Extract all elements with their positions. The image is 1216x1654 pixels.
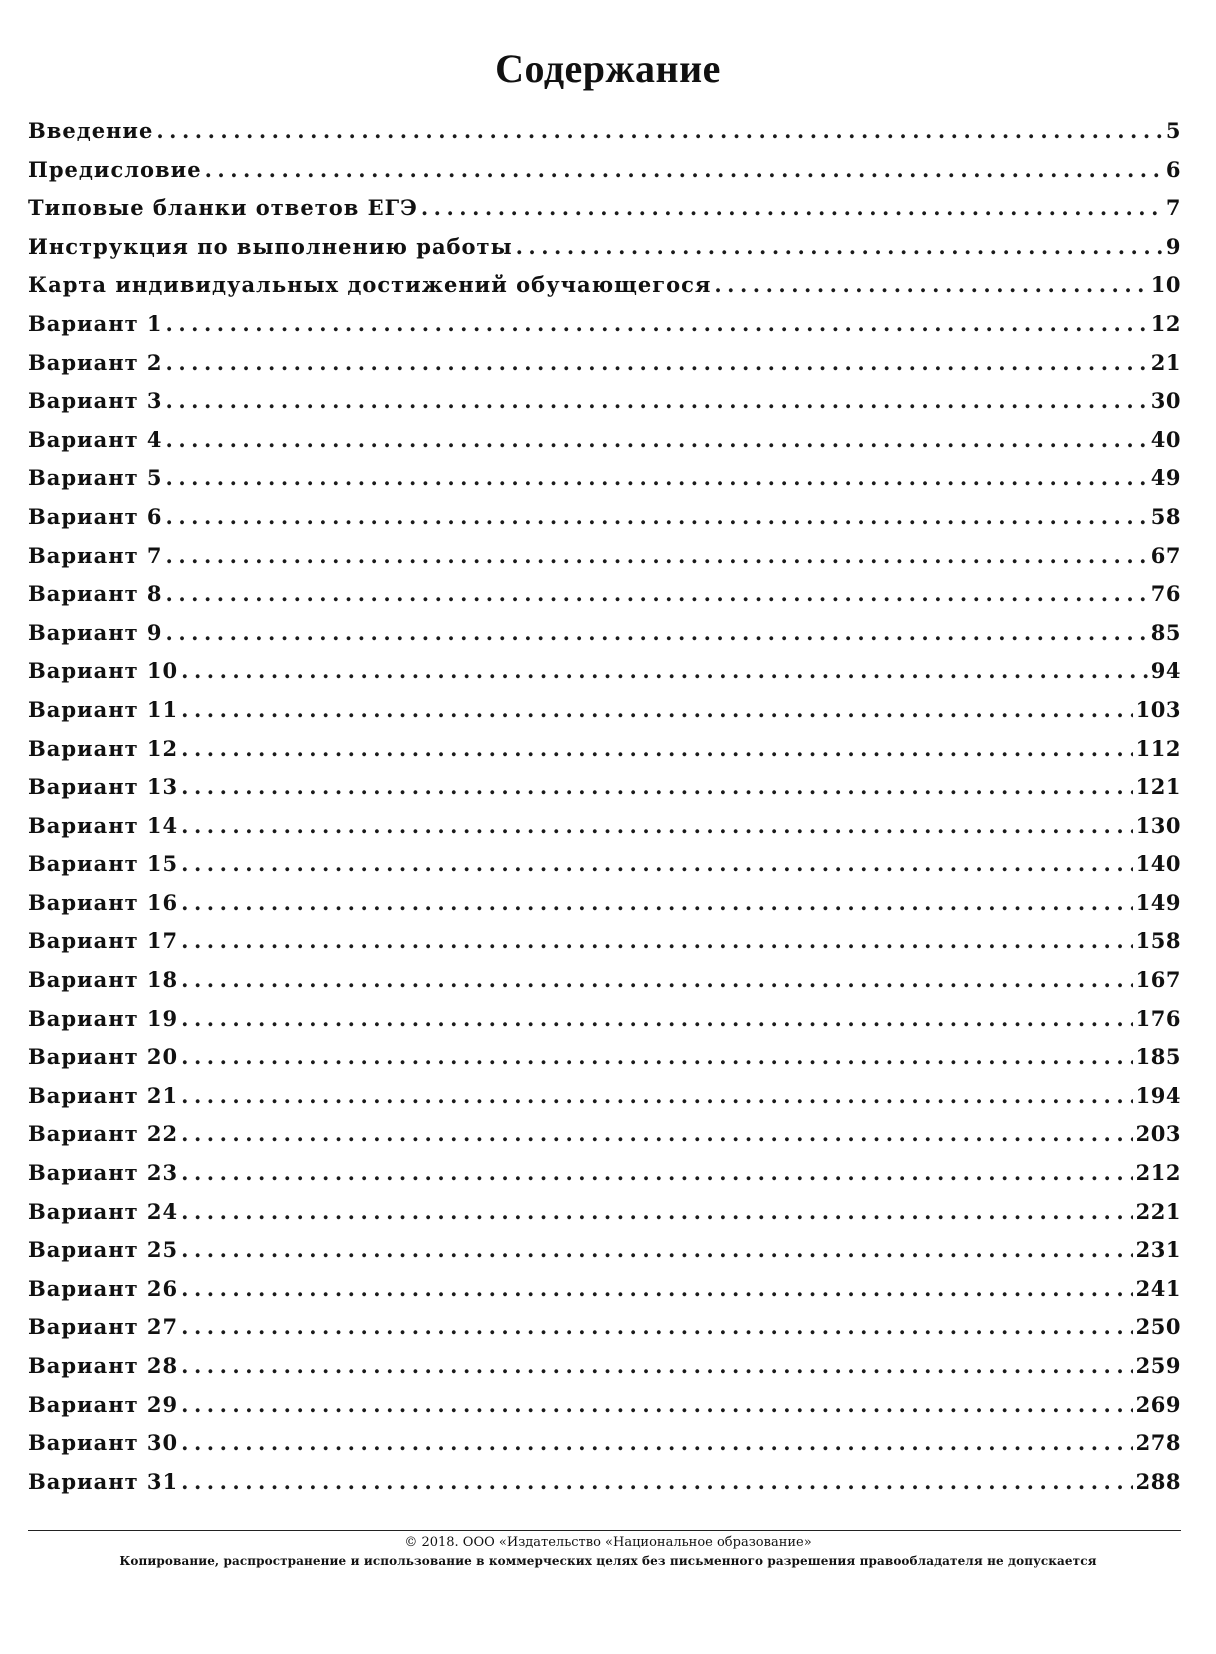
toc-entry-17[interactable] (28, 730, 1181, 769)
toc-dot-leader (166, 614, 1148, 653)
toc-entry-label: Карта индивидуальных достижений обучающегося (28, 272, 712, 298)
toc-dot-leader (181, 884, 1133, 923)
toc-entry-5[interactable] (28, 266, 1181, 305)
toc-entry-label: Вариант 24 (28, 1198, 179, 1224)
toc-entry-label: Вариант 30 (28, 1430, 179, 1456)
toc-entry-label: Вариант 9 (28, 619, 163, 645)
toc-dot-leader (166, 498, 1148, 537)
toc-entry-page-number: 167 (1135, 967, 1181, 993)
toc-entry-page-number: 259 (1135, 1353, 1181, 1378)
toc-entry-14[interactable] (28, 614, 1181, 653)
toc-entry-page-number: 203 (1135, 1121, 1181, 1147)
toc-entry-label: Вариант 17 (28, 928, 179, 954)
toc-dot-leader (181, 807, 1133, 846)
toc-entry-label: Вариант 26 (28, 1275, 179, 1301)
toc-entry-25[interactable] (28, 1038, 1181, 1077)
toc-entry-label: Вариант 18 (28, 967, 179, 993)
toc-entry-page-number: 67 (1150, 542, 1181, 568)
toc-entry-4[interactable] (28, 228, 1181, 267)
toc-entry-label: Вариант 4 (28, 426, 163, 452)
toc-entry-label: Вариант 15 (28, 851, 179, 877)
toc-dot-leader (181, 1231, 1133, 1270)
toc-entry-page-number: 9 (1165, 233, 1181, 259)
toc-dot-leader (714, 266, 1147, 305)
toc-entry-label: Инструкция по выполнению работы (28, 233, 513, 259)
toc-entry-31[interactable] (28, 1270, 1181, 1309)
toc-dot-leader (181, 961, 1133, 1000)
toc-entry-page-number: 21 (1150, 349, 1181, 375)
toc-entry-page-number: 185 (1135, 1044, 1181, 1070)
toc-entry-page-number: 12 (1150, 310, 1181, 336)
toc-dot-leader (166, 537, 1148, 576)
toc-entry-label: Вариант 29 (28, 1391, 179, 1417)
toc-dot-leader (181, 652, 1148, 691)
toc-dot-leader (516, 228, 1163, 267)
footer-copyright: © 2018. ООО «Издательство «Национальное образование» (404, 1535, 812, 1550)
toc-dot-leader (181, 1386, 1133, 1425)
toc-entry-page-number: 250 (1135, 1314, 1181, 1340)
toc-entry-label: Вариант 23 (28, 1160, 179, 1186)
toc-entry-20[interactable] (28, 845, 1181, 884)
toc-entry-label: Вариант 11 (28, 696, 179, 722)
toc-entry-label: Вариант 10 (28, 658, 179, 684)
toc-entry-6[interactable] (28, 305, 1181, 344)
toc-entry-26[interactable] (28, 1077, 1181, 1116)
toc-entry-3[interactable] (28, 189, 1181, 228)
toc-entry-32[interactable] (28, 1308, 1181, 1347)
toc-entry-15[interactable] (28, 652, 1181, 691)
toc-entry-35[interactable] (28, 1424, 1181, 1463)
toc-entry-label: Вариант 1 (28, 310, 163, 336)
toc-dot-leader (421, 189, 1163, 228)
toc-dot-leader (166, 344, 1148, 383)
toc-entry-29[interactable] (28, 1193, 1181, 1232)
toc-entry-page-number: 112 (1135, 735, 1181, 761)
footer-divider (28, 1530, 1181, 1531)
toc-entry-2[interactable] (28, 151, 1181, 190)
toc-dot-leader (181, 922, 1133, 961)
toc-dot-leader (181, 691, 1133, 730)
toc-entry-page-number: 194 (1135, 1082, 1181, 1108)
toc-entry-page-number: 176 (1135, 1005, 1181, 1031)
toc-entry-24[interactable] (28, 1000, 1181, 1039)
toc-entry-label: Вариант 8 (28, 581, 163, 607)
toc-entry-label: Вариант 27 (28, 1314, 179, 1340)
toc-dot-leader (181, 1000, 1133, 1039)
toc-entry-page-number: 49 (1150, 465, 1181, 491)
toc-dot-leader (181, 1463, 1133, 1502)
toc-entry-13[interactable] (28, 575, 1181, 614)
toc-entry-21[interactable] (28, 884, 1181, 923)
toc-entry-label: Предисловие (28, 156, 202, 182)
toc-dot-leader (166, 421, 1148, 460)
toc-entry-page-number: 158 (1135, 928, 1181, 954)
toc-entry-label: Вариант 16 (28, 889, 179, 915)
toc-dot-leader (181, 1077, 1133, 1116)
toc-dot-leader (181, 768, 1133, 807)
toc-entry-label: Вариант 3 (28, 388, 163, 414)
toc-entry-23[interactable] (28, 961, 1181, 1000)
toc-entry-12[interactable] (28, 537, 1181, 576)
toc-dot-leader (181, 1154, 1133, 1193)
toc-entry-page-number: 149 (1135, 889, 1181, 915)
toc-entry-label: Вариант 25 (28, 1237, 179, 1263)
toc-entry-page-number: 278 (1135, 1430, 1181, 1456)
toc-entry-page-number: 85 (1150, 619, 1181, 645)
toc-dot-leader (166, 459, 1148, 498)
toc-entry-page-number: 103 (1135, 696, 1181, 722)
toc-dot-leader (181, 845, 1133, 884)
toc-dot-leader (181, 1270, 1133, 1309)
toc-dot-leader (166, 382, 1148, 421)
toc-entry-label: Вариант 22 (28, 1121, 179, 1147)
toc-dot-leader (205, 151, 1163, 190)
toc-entry-34[interactable] (28, 1386, 1181, 1425)
toc-entry-8[interactable] (28, 382, 1181, 421)
toc-entry-label: Вариант 19 (28, 1005, 179, 1031)
toc-entry-27[interactable] (28, 1115, 1181, 1154)
toc-dot-leader (181, 1115, 1133, 1154)
toc-dot-leader (181, 1347, 1133, 1386)
toc-entry-label: Вариант 14 (28, 812, 179, 838)
toc-entry-28[interactable] (28, 1154, 1181, 1193)
toc-dot-leader (166, 305, 1148, 344)
toc-entry-18[interactable] (28, 768, 1181, 807)
toc-entry-page-number: 269 (1135, 1391, 1181, 1417)
toc-entry-label: Вариант 12 (28, 735, 179, 761)
toc-entry-label: Вариант 2 (28, 349, 163, 375)
toc-entry-label: Введение (28, 118, 154, 143)
toc-entry-page-number: 76 (1150, 581, 1181, 607)
toc-dot-leader (181, 1038, 1133, 1077)
toc-entry-33[interactable] (28, 1347, 1181, 1386)
toc-dot-leader (181, 1308, 1133, 1347)
toc-entry-11[interactable] (28, 498, 1181, 537)
toc-dot-leader (181, 1424, 1133, 1463)
toc-entry-page-number: 6 (1165, 156, 1181, 182)
toc-entry-10[interactable] (28, 459, 1181, 498)
toc-entry-label: Вариант 7 (28, 542, 163, 568)
toc-entry-label: Вариант 6 (28, 503, 163, 529)
toc-entry-9[interactable] (28, 421, 1181, 460)
toc-entry-page-number: 58 (1150, 503, 1181, 529)
toc-entry-page-number: 94 (1150, 658, 1181, 684)
toc-entry-label: Вариант 21 (28, 1082, 179, 1108)
toc-entry-7[interactable] (28, 344, 1181, 383)
toc-entry-label: Вариант 20 (28, 1044, 179, 1070)
toc-entry-page-number: 140 (1135, 851, 1181, 877)
toc-entry-page-number: 212 (1135, 1160, 1181, 1186)
toc-dot-leader (166, 575, 1148, 614)
toc-entry-page-number: 130 (1135, 812, 1181, 838)
toc-entry-1[interactable] (28, 112, 1181, 151)
table-of-contents (28, 112, 1181, 1501)
toc-entry-page-number: 288 (1135, 1468, 1181, 1494)
toc-entry-page-number: 30 (1150, 388, 1181, 414)
toc-entry-36[interactable] (28, 1463, 1181, 1502)
toc-entry-page-number: 5 (1165, 118, 1181, 143)
toc-entry-page-number: 7 (1165, 195, 1181, 221)
toc-entry-page-number: 40 (1150, 426, 1181, 452)
toc-entry-label: Вариант 31 (28, 1468, 179, 1494)
toc-entry-label: Вариант 5 (28, 465, 163, 491)
toc-entry-16[interactable] (28, 691, 1181, 730)
toc-dot-leader (181, 730, 1133, 769)
toc-entry-label: Типовые бланки ответов ЕГЭ (28, 195, 418, 221)
page-title: Содержание (495, 45, 721, 91)
toc-entry-page-number: 231 (1135, 1237, 1181, 1263)
toc-entry-page-number: 241 (1135, 1275, 1181, 1301)
toc-entry-label: Вариант 28 (28, 1353, 179, 1378)
toc-entry-page-number: 10 (1150, 272, 1181, 298)
footer-notice: Копирование, распространение и использование в коммерческих целях без письменного разрешения правообладателя не допускается (119, 1554, 1097, 1568)
toc-entry-22[interactable] (28, 922, 1181, 961)
toc-entry-page-number: 121 (1135, 774, 1181, 800)
toc-dot-leader (181, 1193, 1133, 1232)
toc-entry-page-number: 221 (1135, 1198, 1181, 1224)
toc-dot-leader (156, 112, 1163, 151)
toc-entry-label: Вариант 13 (28, 774, 179, 800)
toc-entry-19[interactable] (28, 807, 1181, 846)
toc-entry-30[interactable] (28, 1231, 1181, 1270)
